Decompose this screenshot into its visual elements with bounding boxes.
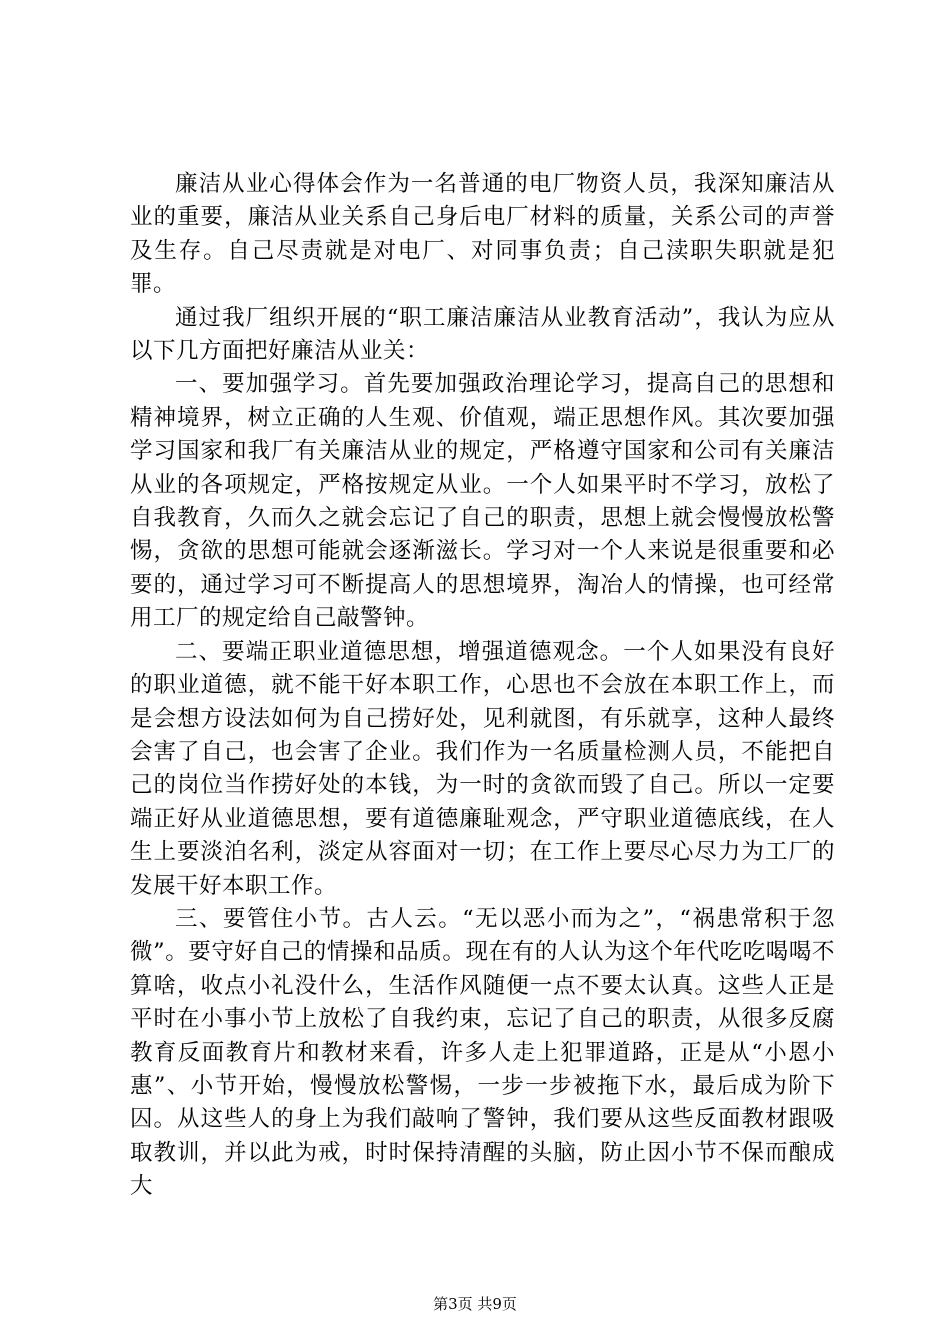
- paragraph-5: 三、要管住小节。古人云。“无以恶小而为之”，“祸患常积于忽微”。要守好自己的情操和品质。现在有的人认为这个年代吃吃喝喝不算啥，收点小礼没什么，生活作风随便一点不要太认真。这些人正是平时在小事小节上放松了自我约束，忘记了自己的职责，从很多反腐教育反面教育片和教材来看，许多人走上犯罪道路，正是从“小恩小惠”、小节开始，慢慢放松警惕，一步一步被拖下水，最后成为阶下囚。从这些人的身上为我们敲响了警钟，我们要从这些反面教材跟吸取教训，并以此为戒，时时保持清醒的头脑，防止因小节不保而酿成大: [130, 905, 835, 1200]
- paragraph-3: 一、要加强学习。首先要加强政治理论学习，提高自己的思想和精神境界，树立正确的人生观、价值观，端正思想作风。其次要加强学习国家和我厂有关廉洁从业的规定，严格遵守国家和公司有关廉洁从业的各项规定，严格按规定从业。一个人如果平时不学习，放松了自我教育，久而久之就会忘记了自己的职责，思想上就会慢慢放松警惕，贪欲的思想可能就会逐渐滋长。学习对一个人来说是很重要和必要的，通过学习可不断提高人的思想境界，淘冶人的情操，也可经常用工厂的规定给自己敲警钟。: [130, 371, 835, 632]
- document-body: [130, 168, 835, 1204]
- paragraph-2: 通过我厂组织开展的“职工廉洁廉洁从业教育活动”，我认为应从以下几方面把好廉洁从业关：: [130, 304, 835, 365]
- paragraph-1: 廉洁从业心得体会作为一名普通的电厂物资人员，我深知廉洁从业的重要，廉洁从业关系自己身后电厂材料的质量，关系公司的声誉及生存。自己尽责就是对电厂、对同事负责；自己渎职失职就是犯罪。: [130, 171, 835, 298]
- page-footer: [0, 1294, 950, 1314]
- paragraph-4: 二、要端正职业道德思想，增强道德观念。一个人如果没有良好的职业道德，就不能干好本职工作，心思也不会放在本职工作上，而是会想方设法如何为自己捞好处，见利就图，有乐就享，这种人最终会害了自己，也会害了企业。我们作为一名质量检测人员，不能把自己的岗位当作捞好处的本钱，为一时的贪欲而毁了自己。所以一定要端正好从业道德思想，要有道德廉耻观念，严守职业道德底线，在人生上要淡泊名利，淡定从容面对一切；在工作上要尽心尽力为工厂的发展干好本职工作。: [130, 638, 835, 899]
- page-number-label: 第3页 共9页: [433, 1295, 517, 1313]
